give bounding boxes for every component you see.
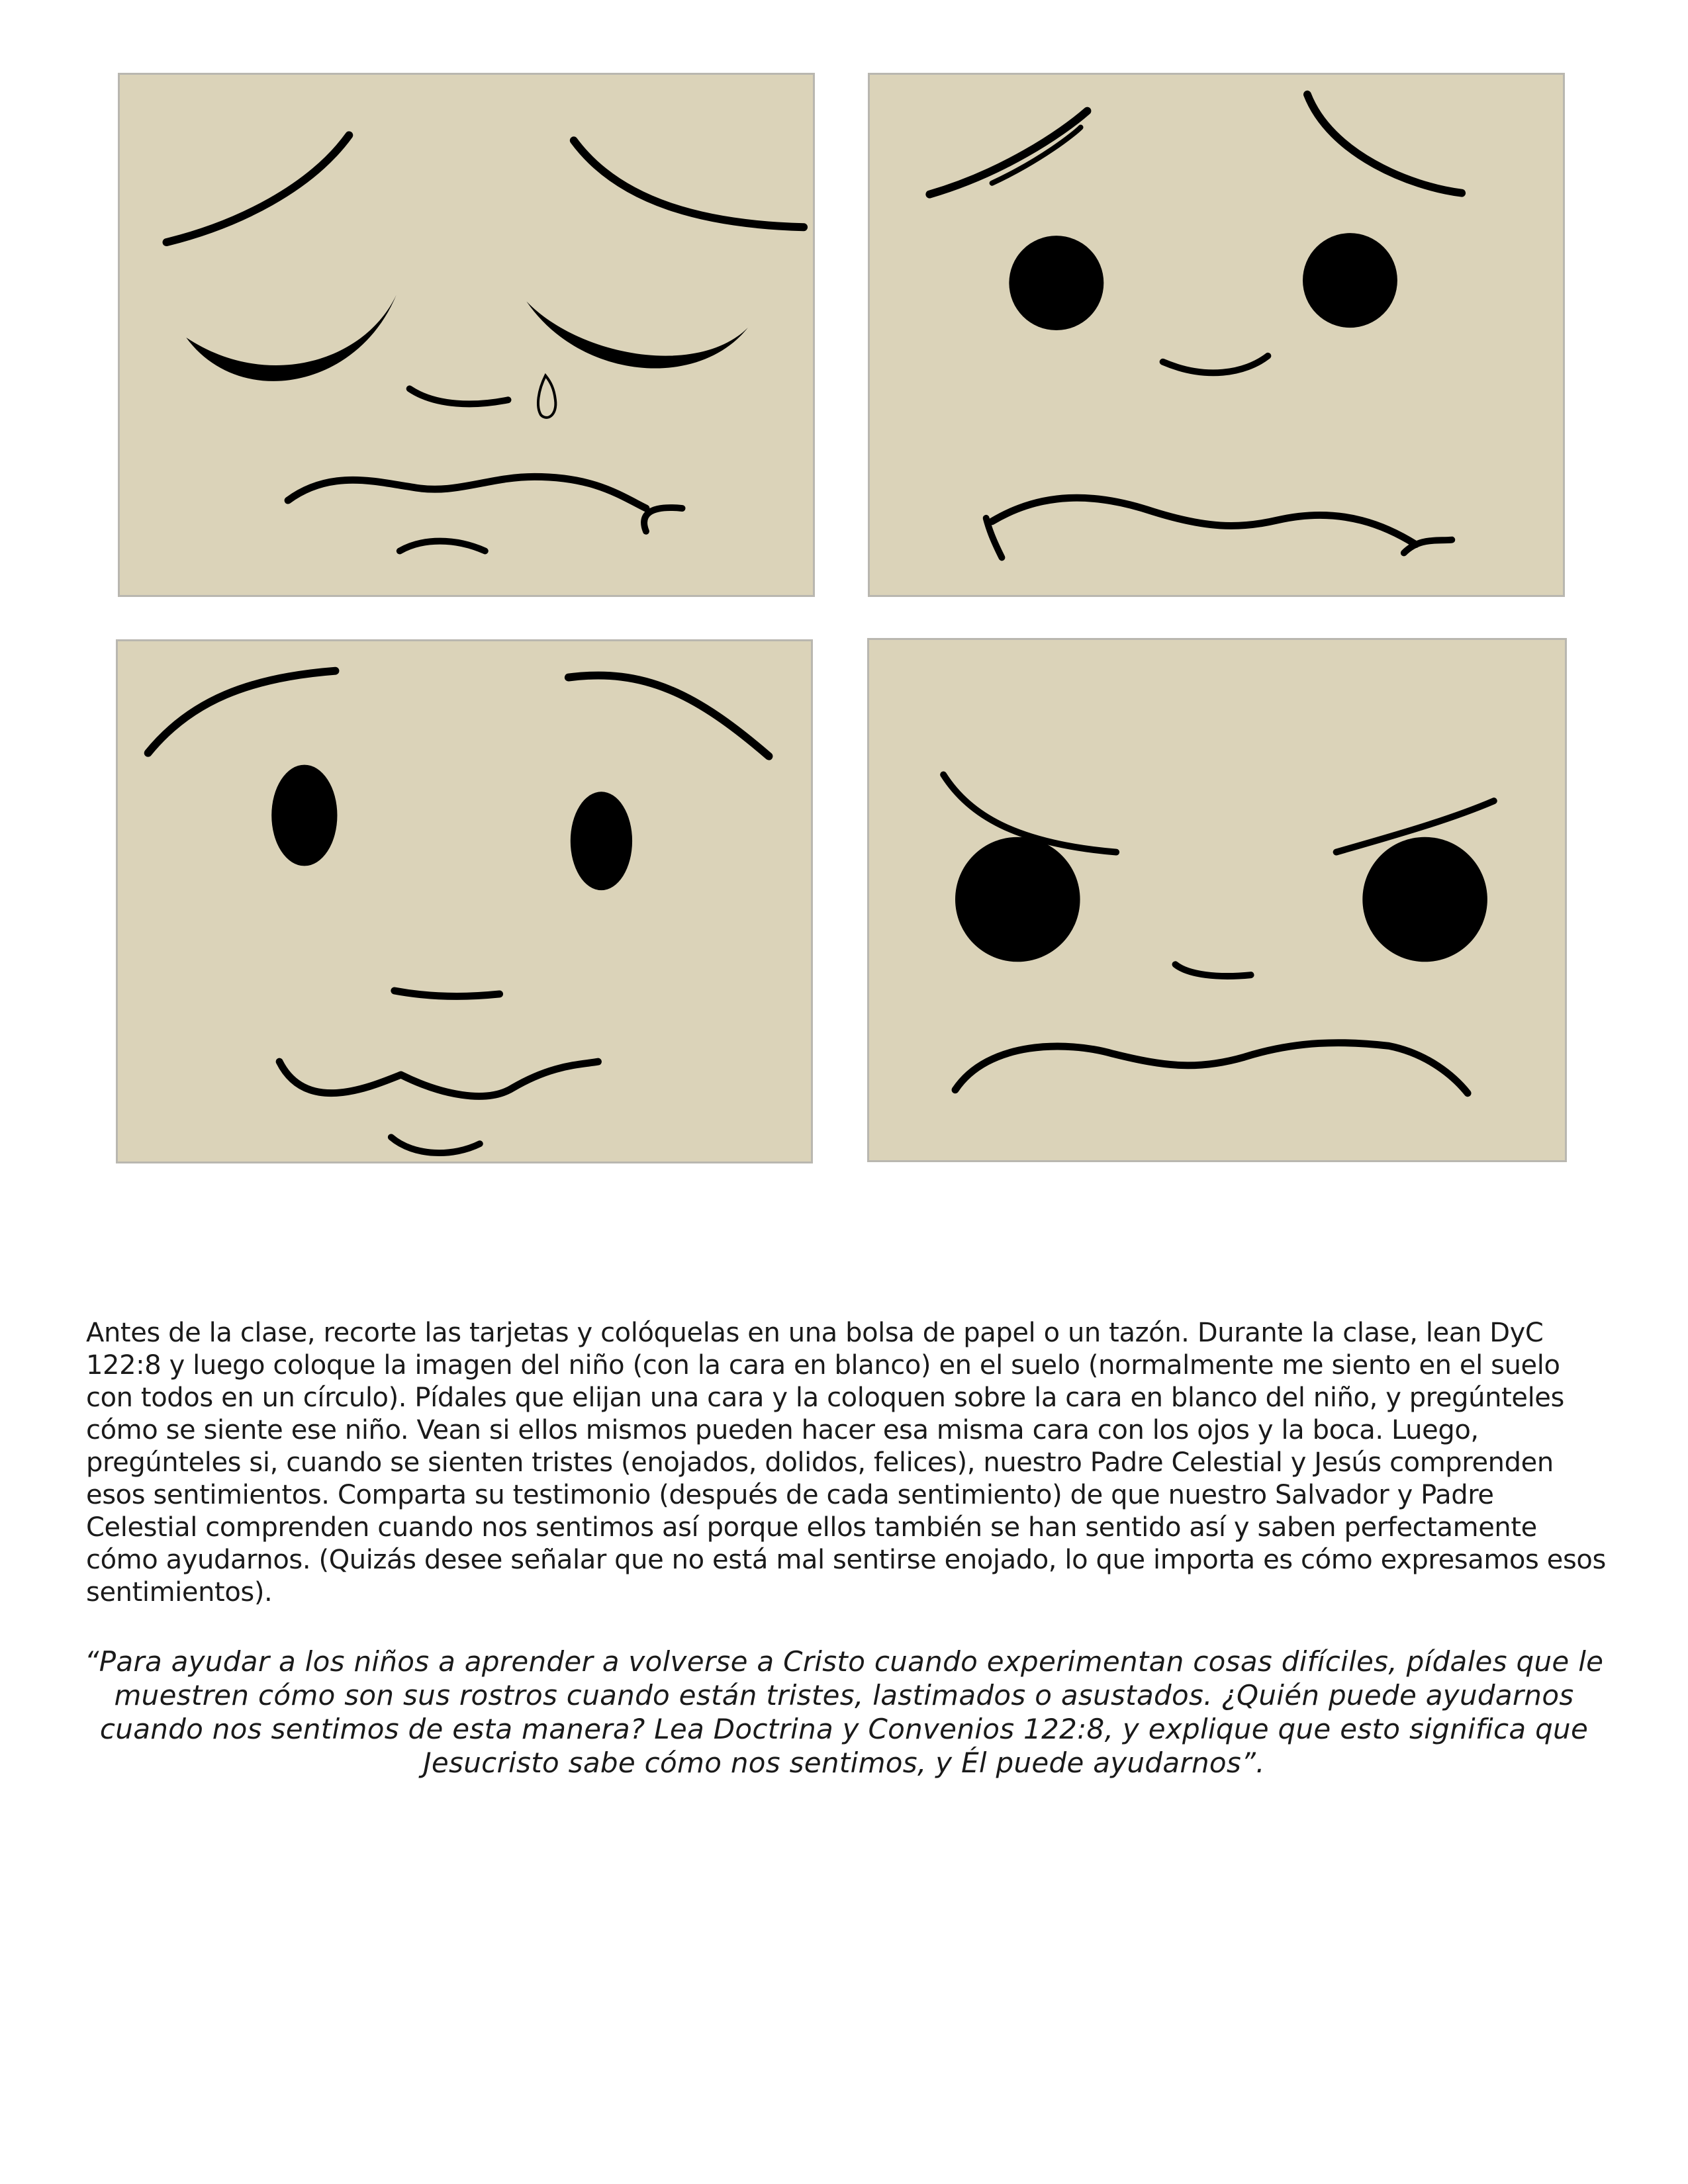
right-closed-eye xyxy=(526,301,747,368)
sad-face-drawing xyxy=(120,75,813,595)
wavy-mouth xyxy=(992,498,1416,544)
left-eyebrow xyxy=(166,135,349,242)
left-eye xyxy=(1009,236,1103,330)
right-eye xyxy=(1303,233,1397,328)
scared-face-drawing xyxy=(118,641,811,1161)
chin xyxy=(391,1137,480,1153)
nose xyxy=(395,991,500,996)
angry-face-drawing xyxy=(869,640,1565,1160)
right-eye xyxy=(571,792,632,890)
worried-face-drawing xyxy=(870,75,1563,595)
left-eye xyxy=(955,837,1080,962)
left-eyebrow xyxy=(929,111,1087,195)
nose xyxy=(410,388,508,404)
left-eye xyxy=(271,765,337,866)
tear-drop xyxy=(538,376,555,418)
left-closed-eye xyxy=(186,295,397,381)
face-card-scared xyxy=(116,639,813,1163)
face-card-angry xyxy=(867,638,1567,1162)
right-eyebrow xyxy=(569,676,769,756)
right-eyebrow xyxy=(1307,95,1462,193)
left-eyebrow xyxy=(148,671,336,753)
left-eyebrow-double xyxy=(992,127,1081,183)
nose xyxy=(1163,356,1268,373)
instructions-paragraph: Antes de la clase, recorte las tarjetas y colóquelas en una bolsa de papel o un tazón. Durante la clase, lean DyC 122:8 y luego coloque la imagen del niño (con la cara en blanco) en el suelo (normalmente me siento en el suelo con todos en un círculo). Pídales que elijan una cara y la coloquen sobre la cara en blanco del niño, y pregúnteles cómo se siente ese niño. Vean si ellos mismos pueden hacer esa misma cara con los ojos y la boca. Luego, pregúnteles si, cuando se sienten tristes (enojados, dolidos, felices), nuestro Padre Celestial y Jesús comprenden esos sentimientos. Comparta su testimonio (después de cada sentimiento) de que nuestro Salvador y Padre Celestial comprenden cuando nos sentimos así porque ellos también se han sentido así y saben perfectamente cómo ayudarnos. (Quizás desee señalar que no está mal sentirse enojado, lo que importa es cómo expresamos esos sentimientos). xyxy=(86,1318,1606,1608)
right-eye xyxy=(1362,837,1487,962)
face-card-sad xyxy=(118,73,815,597)
mouth-corner xyxy=(644,508,682,531)
quote-paragraph: “Para ayudar a los niños a aprender a volverse a Cristo cuando experimentan cosas difíciles, pídales que le muestren cómo son sus rostros cuando están tristes, lastimados o asustados. ¿Quién puede ayudarnos cuando nos sentimos de esta manera? Lea Doctrina y Convenios 122:8, y explique que esto significa que Jesucristo sabe cómo nos sentimos, y Él puede ayudarnos”. xyxy=(84,1645,1604,1779)
chin xyxy=(400,541,485,551)
right-eyebrow xyxy=(574,140,804,227)
wavy-mouth xyxy=(955,1043,1468,1093)
face-card-worried xyxy=(868,73,1565,597)
nose xyxy=(1175,964,1250,976)
wavy-mouth xyxy=(279,1062,598,1096)
trembling-mouth xyxy=(288,477,646,508)
